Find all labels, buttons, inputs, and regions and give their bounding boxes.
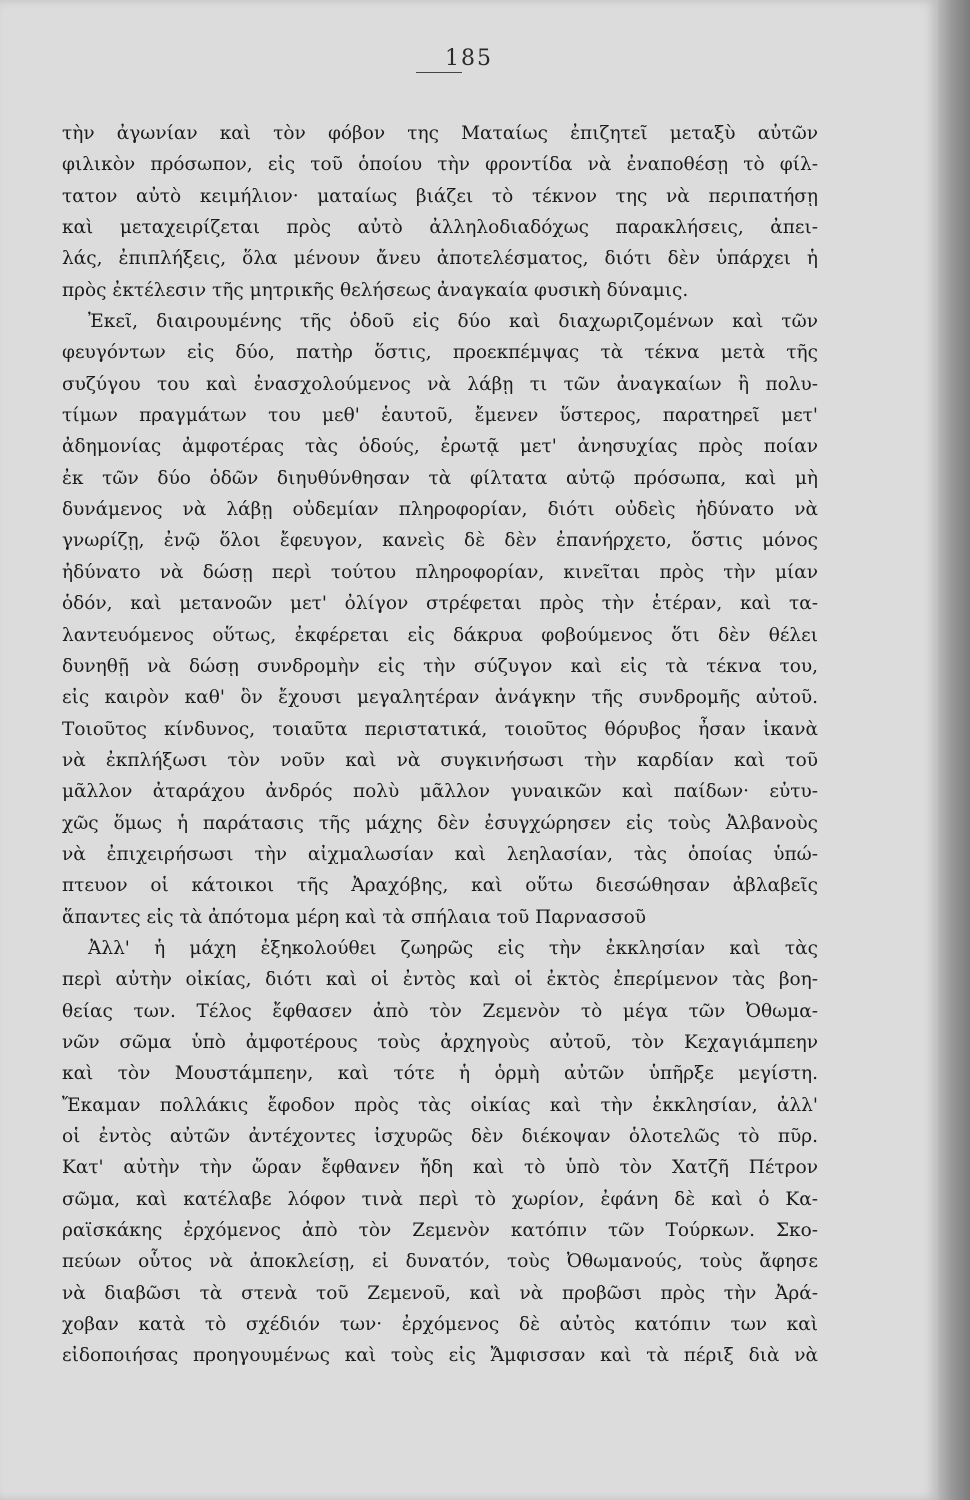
text-line: πεύων οὗτος νὰ ἀποκλείσῃ, εἰ δυνατόν, τοὺς Ὀθωμανούς, τοὺς ἄφησε xyxy=(62,1251,818,1273)
text-line: σῶμα, καὶ κατέλαβε λόφον τινὰ περὶ τὸ χωρίον, ἐφάνη δὲ καὶ ὁ Κα- xyxy=(62,1188,818,1210)
text-line: εἰς καιρὸν καθ' ὃν ἔχουσι μεγαλητέραν ἀνάγκην τῆς συνδρομῆς αὐτοῦ. xyxy=(62,687,818,709)
text-line: τίμων πραγμάτων του μεθ' ἑαυτοῦ, ἔμενεν ὕστερος, παρατηρεῖ μετ' xyxy=(62,405,818,427)
text-line: νῶν σῶμα ὑπὸ ἀμφοτέρους τοὺς ἀρχηγοὺς αὐτοῦ, τὸν Κεχαγιάμπεην xyxy=(62,1031,818,1053)
text-line: Τοιοῦτος κίνδυνος, τοιαῦτα περιστατικά, τοιοῦτος θόρυβος ἦσαν ἱκανὰ xyxy=(62,718,818,740)
text-line: καὶ μεταχειρίζεται πρὸς αὐτὸ ἀλληλοδιαδόχως παρακλήσεις, ἀπει- xyxy=(62,217,818,239)
text-line: μᾶλλον ἀταράχου ἀνδρός πολὺ μᾶλλον γυναικῶν καὶ παίδων· εὐτυ- xyxy=(62,781,818,803)
text-line: ἅπαντες εἰς τὰ ἀπότομα μέρη καὶ τὰ σπήλαια τοῦ Παρνασσοῦ xyxy=(62,906,647,928)
text-line: φευγόντων εἰς δύο, πατὴρ ὅστις, προεκπέμψας τὰ τέκνα μετὰ τῆς xyxy=(62,342,818,364)
text-line: συζύγου του καὶ ἐνασχολούμενος νὰ λάβῃ τι τῶν ἀναγκαίων ἢ πολυ- xyxy=(62,373,818,395)
text-line: δυνηθῇ νὰ δώσῃ συνδρομὴν εἰς τὴν σύζυγον καὶ εἰς τὰ τέκνα του, xyxy=(62,655,818,677)
text-line: ραϊσκάκης ἐρχόμενος ἀπὸ τὸν Ζεμενὸν κατόπιν τῶν Τούρκων. Σκο- xyxy=(62,1220,818,1242)
text-line: Ἔκαμαν πολλάκις ἔφοδον πρὸς τὰς οἰκίας καὶ τὴν ἐκκλησίαν, ἀλλ' xyxy=(62,1094,818,1116)
text-line: λαντευόμενος οὕτως, ἐκφέρεται εἰς δάκρυα φοβούμενος ὅτι δὲν θέλει xyxy=(62,624,818,646)
text-line: χῶς ὅμως ἡ παράτασις τῆς μάχης δὲν ἐσυγχώρησεν εἰς τοὺς Ἀλβανοὺς xyxy=(62,812,818,834)
text-line: δυνάμενος νὰ λάβῃ οὐδεμίαν πληροφορίαν, διότι οὐδεὶς ἠδύνατο νὰ xyxy=(62,499,818,521)
text-line: νὰ ἐπιχειρήσωσι τὴν αἰχμαλωσίαν καὶ λεηλασίαν, τὰς ὁποίας ὑπώ- xyxy=(62,843,818,865)
text-line: περὶ αὐτὴν οἰκίας, διότι καὶ οἱ ἐντὸς καὶ οἱ ἐκτὸς ἐπερίμενον τὰς βοη- xyxy=(62,969,818,991)
text-line: ὁδόν, καὶ μετανοῶν μετ' ὀλίγον στρέφεται πρὸς τὴν ἑτέραν, καὶ τα- xyxy=(62,593,818,615)
text-line: λάς, ἐπιπλήξεις, ὅλα μένουν ἄνευ ἀποτελέσματος, διότι δὲν ὑπάρχει ἡ xyxy=(62,248,818,270)
text-line: ἠδύνατο νὰ δώσῃ περὶ τούτου πληροφορίαν, κινεῖται πρὸς τὴν μίαν xyxy=(62,561,818,583)
text-line: θείας των. Τέλος ἔφθασεν ἀπὸ τὸν Ζεμενὸν τὸ μέγα τῶν Ὀθωμα- xyxy=(62,1000,818,1022)
text-line: οἱ ἐντὸς αὐτῶν ἀντέχοντες ἰσχυρῶς δὲν διέκοψαν ὁλοτελῶς τὸ πῦρ. xyxy=(62,1126,818,1147)
text-line: τατον αὐτὸ κειμήλιον· ματαίως βιάζει τὸ τέκνον της νὰ περιπατήσῃ xyxy=(62,185,818,207)
body-text xyxy=(62,118,818,1372)
text-line: Ἐκεῖ, διαιρουμένης τῆς ὁδοῦ εἰς δύο καὶ διαχωριζομένων καὶ τῶν xyxy=(88,311,818,333)
text-line: καὶ τὸν Μουστάμπεην, καὶ τότε ἡ ὁρμὴ αὐτῶν ὑπῆρξε μεγίστη. xyxy=(62,1063,818,1085)
text-line: ἐκ τῶν δύο ὁδῶν διηυθύνθησαν τὰ φίλτατα αὐτῷ πρόσωπα, καὶ μὴ xyxy=(62,467,818,489)
text-line: πρὸς ἐκτέλεσιν τῆς μητρικῆς θελήσεως ἀναγκαία φυσικὴ δύναμις. xyxy=(62,279,689,301)
text-line: νὰ ἐκπλήξωσι τὸν νοῦν καὶ νὰ συγκινήσωσι τὴν καρδίαν καὶ τοῦ xyxy=(62,749,818,771)
text-line: φιλικὸν πρόσωπον, εἰς τοῦ ὁποίου τὴν φροντίδα νὰ ἐναποθέσῃ τὸ φίλ- xyxy=(62,154,818,176)
text-line: νὰ διαβῶσι τὰ στενὰ τοῦ Ζεμενοῦ, καὶ νὰ προβῶσι πρὸς τὴν Ἀρά- xyxy=(62,1282,818,1304)
text-line: ἀδημονίας ἀμφοτέρας τὰς ὁδούς, ἐρωτᾷ μετ' ἀνησυχίας πρὸς ποίαν xyxy=(62,436,818,458)
text-line: εἰδοποιήσας προηγουμένως καὶ τοὺς εἰς Ἄμφισσαν καὶ τὰ πέριξ διὰ νὰ xyxy=(62,1345,818,1367)
text-line: Ἀλλ' ἡ μάχη ἐξηκολούθει ζωηρῶς εἰς τὴν ἐκκλησίαν καὶ τὰς xyxy=(88,937,818,959)
text-line: γνωρίζῃ, ἐνῷ ὅλοι ἔφευγον, κανεὶς δὲ δὲν ἐπανήρχετο, ὅστις μόνος xyxy=(62,530,818,552)
page-number-underline xyxy=(416,72,462,73)
text-line: τὴν ἀγωνίαν καὶ τὸν φόβον της Ματαίως ἐπιζητεῖ μεταξὺ αὐτῶν xyxy=(62,123,818,144)
text-line: πτευον οἱ κάτοικοι τῆς Ἀραχόβης, καὶ οὕτω διεσώθησαν ἀβλαβεῖς xyxy=(62,875,818,897)
page-edge-shadow xyxy=(938,0,970,1500)
text-line: χοβαν κατὰ τὸ σχέδιόν των· ἐρχόμενος δὲ αὐτὸς κατόπιν των καὶ xyxy=(62,1314,818,1336)
page-number: 185 xyxy=(445,46,493,71)
text-line: Κατ' αὐτὴν τὴν ὥραν ἔφθανεν ἤδη καὶ τὸ ὑπὸ τὸν Χατζῆ Πέτρον xyxy=(62,1157,818,1179)
